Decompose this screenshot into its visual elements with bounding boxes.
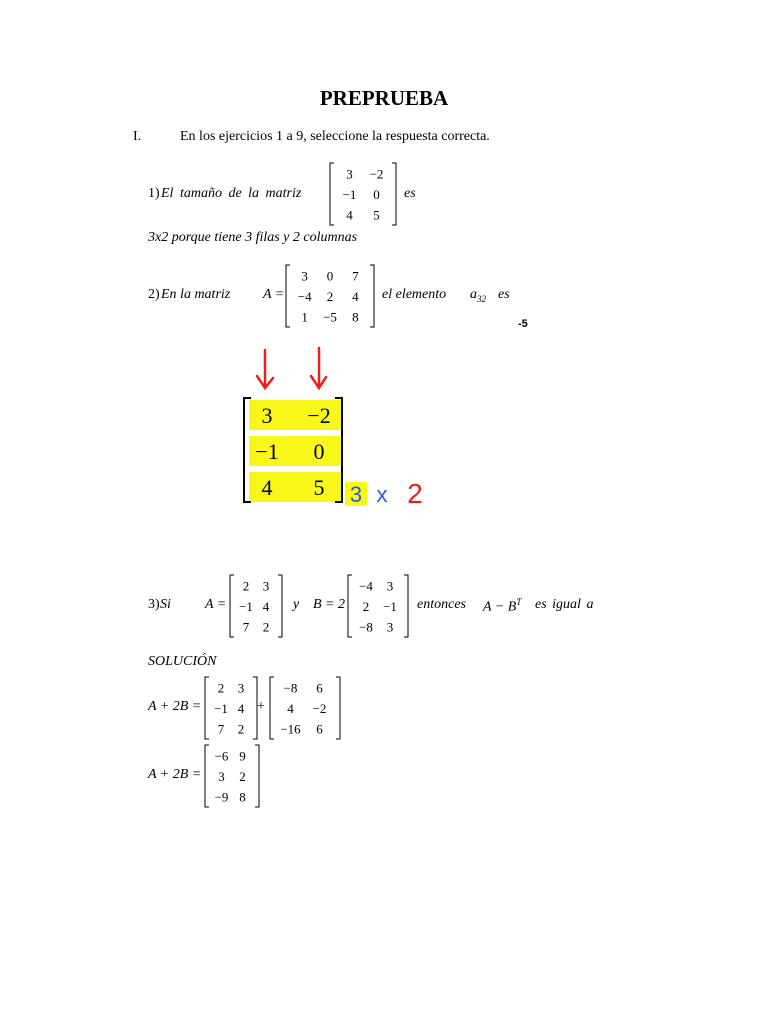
matrix-cell: 2 [362,599,370,614]
exercise3-a-matrix [228,572,284,640]
matrix-cell: 5 [373,207,380,223]
annotation-image [235,340,445,515]
left-bracket [230,575,234,637]
section-numeral: I. [133,129,142,144]
exercise2-element [470,287,486,304]
dim-x: x [376,482,388,507]
matrix-cell: −1 [383,599,397,614]
matrix-cell: −4 [297,289,312,304]
arrow-down-icon [311,348,326,388]
matrix-cell: 3 [301,268,308,284]
matrix-cell: 6 [316,721,323,737]
matrix-cell: −16 [280,721,301,737]
matrix-cell: 4 [237,701,245,716]
solution-matrix-1 [203,674,259,742]
solution-matrix-3 [203,742,261,810]
exercise3-conj: y [293,597,300,612]
matrix-cell: 3 [386,578,394,594]
right-bracket [278,575,282,637]
right-bracket [255,745,259,807]
matrix-cell: 4 [346,207,353,223]
matrix-cell: 3 [218,769,225,784]
matrix-cell: 6 [316,680,323,696]
exercise3-expr [483,597,521,616]
exercise2-matrix [284,262,376,330]
matrix-cell: −5 [323,309,337,325]
matrix-cell: −6 [214,748,229,764]
exercise1-suffix: es [404,186,416,201]
annotation-cell: 3 [261,403,273,428]
matrix-cell: −2 [369,166,384,182]
right-bracket [404,575,408,637]
matrix-cell: 9 [239,748,246,764]
matrix-cell: 2 [326,289,334,304]
matrix-cell: 4 [262,599,270,614]
page-title: PREPRUEBA [319,86,449,110]
annotation-cell: 4 [261,475,273,500]
arrow-down-icon [257,350,273,388]
exercise2-prefix: En la matriz [161,287,231,302]
exercise3-number: 3) [148,597,160,612]
left-bracket [286,265,290,327]
left-bracket [348,575,352,637]
matrix-cell: 2 [237,721,245,737]
exercise3-expr-base: A − B [483,599,517,615]
matrix-cell: −9 [214,789,229,805]
exercise1-number: 1) [148,186,160,201]
exercise2-matrix-name: A = [263,287,285,302]
annotation-cell: −1 [255,439,279,464]
left-bracket [330,163,334,225]
matrix-cell: −8 [359,619,373,635]
matrix-cell: 4 [352,289,359,304]
exercise2-element-name: a [470,287,477,302]
exercise2-number: 2) [148,287,160,302]
annotation-cell: −2 [307,403,331,428]
matrix-cell: 0 [373,187,380,202]
exercise3-a-name: A = [205,597,227,612]
matrix-cell: 1 [301,309,308,325]
matrix-cell: −8 [283,680,298,696]
annotation-cell: 5 [313,475,325,500]
matrix-cell: 2 [242,578,250,594]
left-bracket [205,745,209,807]
exercise2-after-matrix: el elemento [382,287,447,302]
matrix-cell: 4 [287,701,294,716]
annotation-cell: 0 [313,439,325,464]
matrix-cell: 8 [239,789,246,805]
solution-lhs: A + 2B = [148,699,202,714]
matrix-cell: 8 [352,309,359,325]
matrix-cell: 2 [262,619,270,635]
exercise3-then: entonces [417,597,466,612]
exercise1-answer: 3x2 porque tiene 3 filas y 2 columnas [148,230,358,245]
matrix-cell: 0 [326,268,334,284]
left-bracket [205,677,209,739]
matrix-cell: 7 [217,721,225,737]
solution-label: SOLUCIÓN [148,654,217,669]
solution-lhs-2: A + 2B = [148,767,202,782]
exercise3-si: Si [160,597,171,612]
exercise2-answer: -5 [518,318,528,330]
right-bracket [392,163,396,225]
left-bracket [270,677,274,739]
exercise1-matrix [328,160,398,228]
exercise3-tail: es igual a [535,597,594,612]
section-instruction: En los ejercicios 1 a 9, seleccione la respuesta correcta. [180,129,490,144]
matrix-cell: 3 [346,166,353,182]
matrix-cell: −1 [342,187,357,202]
matrix-cell: 7 [352,268,359,284]
matrix-cell: 3 [237,680,245,696]
exercise2-element-sub: 32 [477,293,486,304]
matrix-cell: 3 [386,619,394,635]
right-bracket [370,265,374,327]
exercise3-b-name: B = 2 [313,597,345,612]
matrix-cell: −1 [214,701,228,716]
exercise3-b-matrix [346,572,410,640]
exercise1-prefix: El tamaño de la matriz [161,186,302,201]
matrix-cell: −4 [359,578,373,594]
right-bracket [336,677,340,739]
matrix-cell: 7 [242,619,250,635]
matrix-cell: −2 [312,701,327,716]
matrix-cell: 2 [217,680,225,696]
dim-cols: 2 [407,478,423,509]
exercise2-suffix: es [498,287,510,302]
solution-matrix-2 [268,674,342,742]
matrix-cell: 3 [262,578,270,594]
dim-rows: 3 [349,482,363,507]
matrix-cell: −1 [239,599,253,614]
solution-plus: + [257,699,265,714]
matrix-cell: 2 [239,769,246,784]
exercise3-expr-sup: T [516,597,522,607]
